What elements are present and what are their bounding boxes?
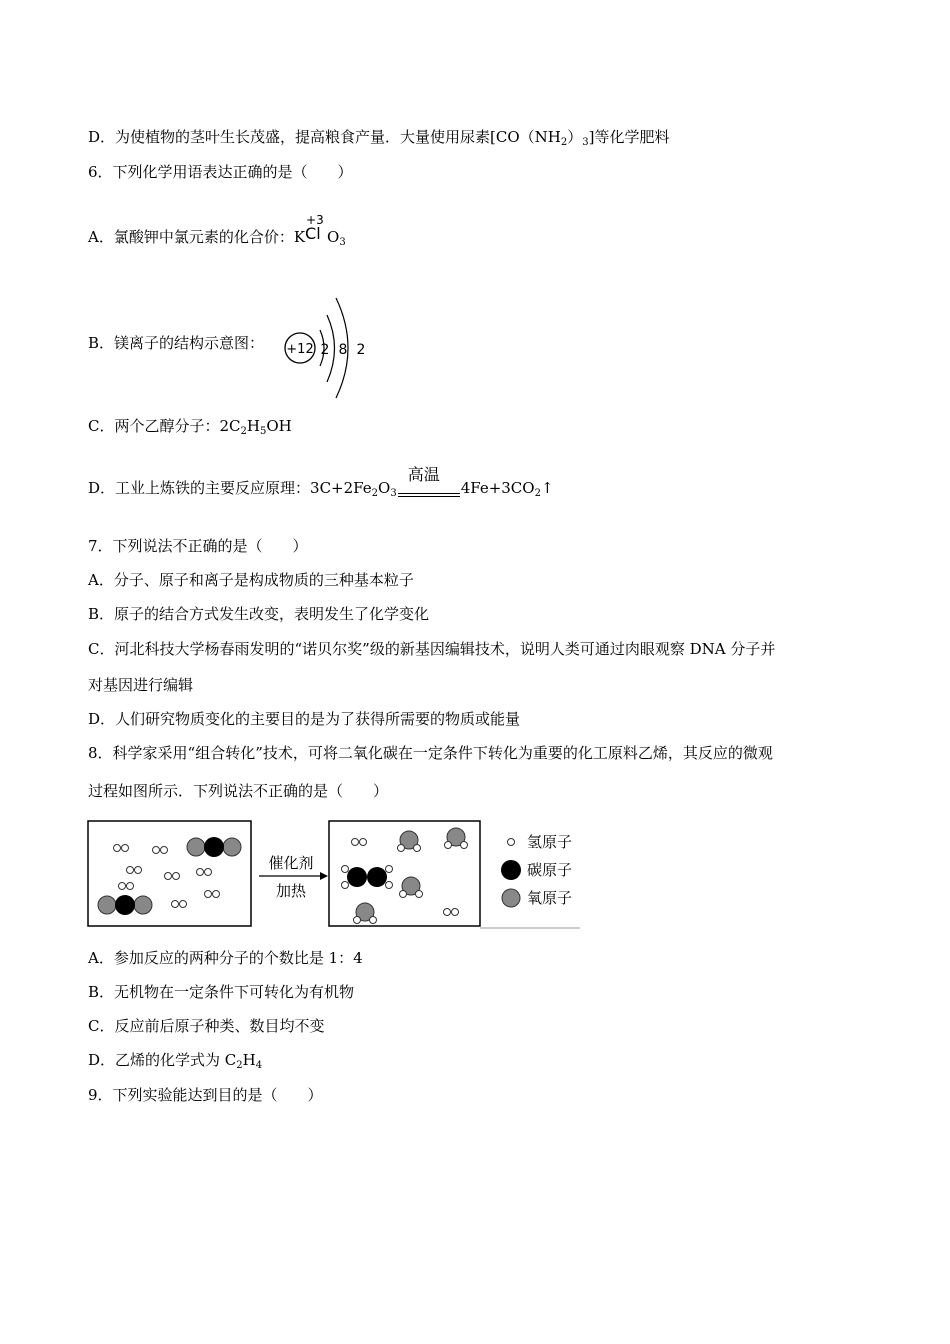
q8-option-a: A．参加反应的两种分子的个数比是 1：4 — [88, 949, 363, 967]
q7-option-c-cont: 对基因进行编辑 — [88, 676, 194, 694]
q8-stem-cont: 过程如图所示．下列说法不正确的是（ ） — [88, 782, 389, 800]
q7-option-c: C．河北科技大学杨春雨发明的“诺贝尔奖”级的新基因编辑技术，说明人类可通过肉眼观察 DNA 分子并 — [88, 640, 776, 658]
shell-electrons-3: 2 — [356, 342, 366, 358]
shell-electrons-1: 2 — [320, 342, 330, 358]
valence-notation: +3 Cl — [305, 213, 324, 243]
q7-option-d: D．人们研究物质变化的主要目的是为了获得所需要的物质或能量 — [88, 710, 521, 728]
reaction-micro-diagram — [86, 818, 581, 933]
q8-option-b: B．无机物在一定条件下可转化为有机物 — [88, 983, 355, 1001]
catalyst-label: 催化剂 — [268, 854, 314, 872]
nucleus-charge: +12 — [286, 342, 314, 357]
q6-stem: 6．下列化学用语表达正确的是（ ） — [88, 163, 353, 181]
q5-option-d: D．为使植物的茎叶生长茂盛，提高粮食产量．大量使用尿素$[CO(NH_2)_3]$等化学肥料 — [88, 128, 670, 148]
q6-option-d: D．工业上炼铁的主要反应原理：$3C+2Fe_2O_3$ 高温 $4Fe+3CO_2↑$ — [88, 465, 554, 499]
legend-oxygen: 氧原子 — [527, 889, 573, 907]
q7-option-a: A．分子、原子和离子是构成物质的三种基本粒子 — [88, 571, 414, 589]
q7-stem: 7．下列说法不正确的是（ ） — [88, 537, 308, 555]
q6-option-b: B．镁离子的结构示意图： — [88, 334, 265, 352]
heat-label: 加热 — [275, 882, 307, 900]
shell-electrons-2: 8 — [338, 342, 348, 358]
q9-stem: 9．下列实验能达到目的是（ ） — [88, 1086, 323, 1104]
q6-option-c: C．两个乙醇分子：$2C_2H_5OH$ — [88, 417, 292, 437]
legend-carbon: 碳原子 — [527, 861, 573, 879]
q8-option-d: D．乙烯的化学式为 $C_2H_4$ — [88, 1051, 263, 1071]
q8-option-c: C．反应前后原子种类、数目均不变 — [88, 1017, 325, 1035]
q7-option-b: B．原子的结合方式发生改变，表明发生了化学变化 — [88, 605, 430, 623]
q6-option-a: A．氯酸钾中氯元素的化合价：K +3 Cl $O_3$ — [88, 213, 346, 248]
q8-stem: 8．科学家采用“组合转化”技术，可将二氧化碳在一定条件下转化为重要的化工原料乙烯，其反应的微观 — [88, 744, 773, 762]
magnesium-ion-diagram — [280, 290, 375, 405]
legend-hydrogen: 氢原子 — [527, 833, 573, 851]
reaction-condition: 高温 — [398, 477, 460, 501]
